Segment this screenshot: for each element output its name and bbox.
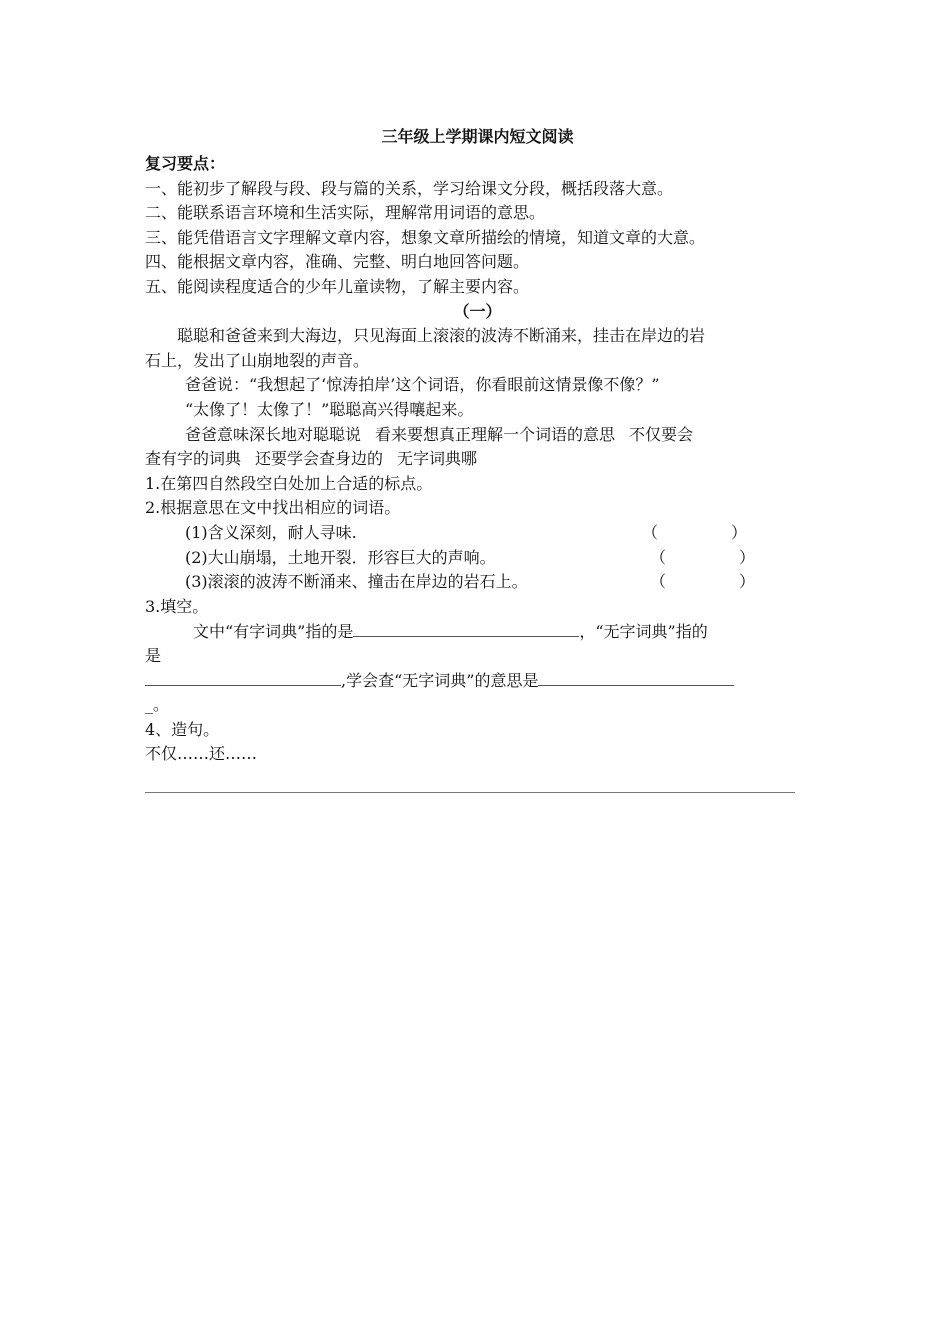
passage-p4-segment-5: 还要学会查身边的 [255, 449, 384, 469]
review-point-3: 三、能凭借语言文字理解文章内容，想象文章所描绘的情境，知道文章的大意。 [145, 227, 706, 247]
passage-paragraph-1-line-2: 石上，发出了山崩地裂的声音。 [145, 350, 370, 370]
page-title: 三年级上学期课内短文阅读 [381, 127, 574, 146]
document-page [145, 122, 810, 767]
question-2-item-2-text: (2)大山崩塌，土地开裂．形容巨大的声响。 [185, 547, 496, 567]
question-3-prompt-c: ,学会查“无字词典”的意思是 [341, 671, 539, 691]
question-4: 4、造句。 [145, 719, 220, 739]
answer-paren-open: （ [650, 547, 667, 567]
passage-paragraph-3: “太像了！太像了！”聪聪高兴得嚷起来。 [185, 399, 474, 419]
question-3-line-4: _。 [145, 695, 170, 715]
question-2: 2.根据意思在文中找出相应的词语。 [145, 498, 401, 518]
answer-paren-close: ） [739, 572, 756, 592]
question-3-prompt-a: 文中“有字词典”指的是 [193, 622, 354, 642]
passage-p4-segment-4: 查有字的词典 [145, 449, 242, 469]
blank-input-2[interactable] [145, 668, 341, 686]
section-mark: （一） [453, 301, 502, 321]
blank-input-1[interactable] [353, 619, 579, 637]
review-point-4: 四、能根据文章内容，准确、完整、明白地回答问题。 [145, 252, 530, 272]
answer-paren-open: （ [642, 522, 659, 542]
question-2-item-2 [145, 546, 810, 571]
question-4-pattern: 不仅……还…… [145, 744, 258, 764]
passage-p4-segment-1: 爸爸意味深长地对聪聪说 [185, 424, 362, 444]
passage-p4-segment-2: 看来要想真正理解一个词语的意思 [375, 424, 616, 444]
blank-input-3[interactable] [538, 668, 734, 686]
question-2-item-1-text: (1)含义深刻，耐人寻味. [185, 522, 357, 542]
question-2-item-1 [145, 521, 810, 546]
question-3: 3.填空。 [145, 596, 209, 616]
review-point-2: 二、能联系语言环境和生活实际，理解常用词语的意思。 [145, 203, 546, 223]
review-point-1: 一、能初步了解段与段、段与篇的关系，学习给课文分段，概括段落大意。 [145, 178, 674, 198]
passage-p4-segment-6: 无字词典哪 [397, 449, 478, 469]
question-3-line-3 [145, 668, 810, 693]
question-3-line-1 [145, 619, 810, 644]
question-2-item-3 [145, 570, 810, 595]
question-3-prompt-b: ，“无字词典”指的 [579, 622, 708, 642]
review-point-5: 五、能阅读程度适合的少年儿童读物，了解主要内容。 [145, 276, 530, 296]
answer-paren-close: ） [731, 522, 748, 542]
passage-p4-segment-3: 不仅要会 [629, 424, 694, 444]
question-1: 1.在第四自然段空白处加上合适的标点。 [145, 473, 433, 493]
answer-paren-close: ） [739, 547, 756, 567]
question-3-line-2: 是 [145, 645, 162, 665]
passage-paragraph-1-line-1: 聪聪和爸爸来到大海边，只见海面上滚滚的波涛不断涌来，挂击在岸边的岩 [177, 326, 706, 346]
passage-paragraph-4-line-2 [145, 447, 810, 472]
question-2-item-3-text: (3)滚滚的波涛不断涌来、撞击在岸边的岩石上。 [185, 572, 528, 592]
passage-paragraph-2: 爸爸说：“我想起了‘惊涛拍岸’这个词语，你看眼前这情景像不像？” [185, 375, 660, 395]
sentence-answer-line[interactable] [145, 792, 795, 793]
review-heading: 复习要点： [145, 154, 226, 173]
passage-paragraph-4-line-1 [145, 423, 810, 448]
answer-paren-open: （ [650, 572, 667, 592]
